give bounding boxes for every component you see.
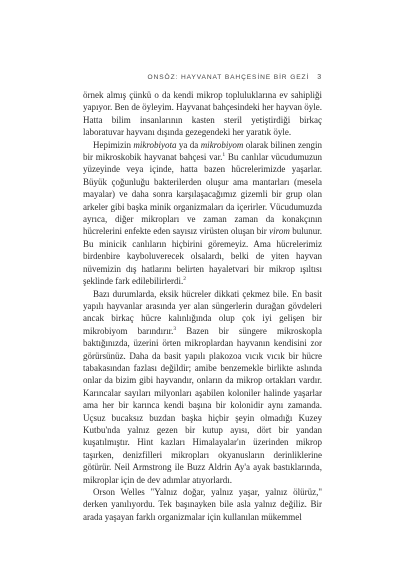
- body-text: [83, 89, 322, 523]
- footnote-ref: 3: [173, 325, 177, 332]
- italic-term: virom: [269, 226, 290, 237]
- paragraph: Orson Welles "Yalnız doğar, yalnız yaşar, yalnız ölürüz," derken yanılıyordu. Tek başınayken bile asla yalnız değiliz. Bir arada yaşayan farklı organizmalar için kullanılan mükemmel: [83, 487, 322, 522]
- footnote-ref: 2: [183, 276, 186, 283]
- page-number: 3: [317, 74, 322, 81]
- italic-term: mikrobiyota: [133, 139, 177, 150]
- paragraph: [83, 139, 322, 288]
- running-title: ONSÖZ: HAYVANAT BAHÇESİNE BİR GEZİ: [147, 74, 310, 81]
- text-run: Hepimizin: [93, 139, 134, 150]
- text-run: bulunur. Bu minicik canlıların hiçbirini göremeyiz. Ama hücrelerimiz birdenbire kayboluverecek olsalardı, belki de yiten hayvan nüvemizin dış hatlarını belirten hayaletvari bir mikrop ışıltısı şeklinde fark edilebilirlerdi.: [83, 226, 322, 287]
- running-head: [100, 74, 322, 81]
- paragraph: [83, 288, 322, 487]
- text-run: Bu canlılar vücudumuzun yüzeyinde veya içinde, hatta bazen hücrelerimizde yaşarlar. Büyük çoğunluğu bakterilerden oluşur ama mantarları (mesela mayalar) ve daha sonra karşılaşacağımız gizemli bir grup olan arkeler gibi başka minik organizmaları da içerirler. Vücudumuzda ayrıca, diğer mikropları ve zaman zaman da konakçının hücrelerini enfekte eden sayısız virüsten oluşan bir: [83, 152, 322, 237]
- text-run: ya da: [176, 139, 201, 150]
- text-run: Bazen bir süngere mikroskopla baktığınızda, üzerini örten mikroplardan hayvanın kendisini zor görürsünüz. Daha da basit yapılı plakozoa vıcık vıcık bir hücre tabakasından fazlası değildir; amibe benzemekle birlikte aslında onlar da bizim gibi hayvandır, onların da mikrop ortakları vardır. Karıncalar sayıları milyonları aşabilen koloniler halinde yaşarlar ama her bir karınca kendi başına bir kolonidir aynı zamanda. Uçsuz bucaksız buzdan başka hiçbir şeyin olmadığı Kuzey Kutbu'nda yalnız gezen bir kutup ayısı, dört bir yandan kuşatılmıştır. Hint kazları Himalayalar'ın üzerinden mikrop taşırken, denizfilleri mikropları okyanusların derinliklerine götürür. Neil Armstrong ile Buzz Aldrin Ay'a ayak bastıklarında, mikroplar için de dev adımlar atıyorlardı.: [83, 325, 323, 485]
- footnote-ref: 1: [222, 152, 226, 159]
- paragraph: örnek almış çünkü o da kendi mikrop topluluklarına ev sahipliği yapıyor. Ben de öyleyim. Hayvanat bahçesindeki her hayvan öyle. Hatta bilim insanlarının kasten steril yetiştirdiği birkaç laboratuvar hayvanı dışında gezegendeki her yaratık öyle.: [83, 90, 322, 138]
- text-run: olarak bilinen zengin bir mikroskobik hayvanat bahçesi var.: [83, 139, 322, 163]
- text-run: Bazı durumlarda, eksik hücreler dikkati çekmez bile. En basit yapılı hayvanlar arasında yer alan süngerlerin durağan gövdeleri ancak birkaç hücre kalınlığında olup çok iyi gelişen bir mikrobiyom barındırır.: [83, 288, 322, 336]
- italic-term: mikrobiyom: [200, 139, 244, 150]
